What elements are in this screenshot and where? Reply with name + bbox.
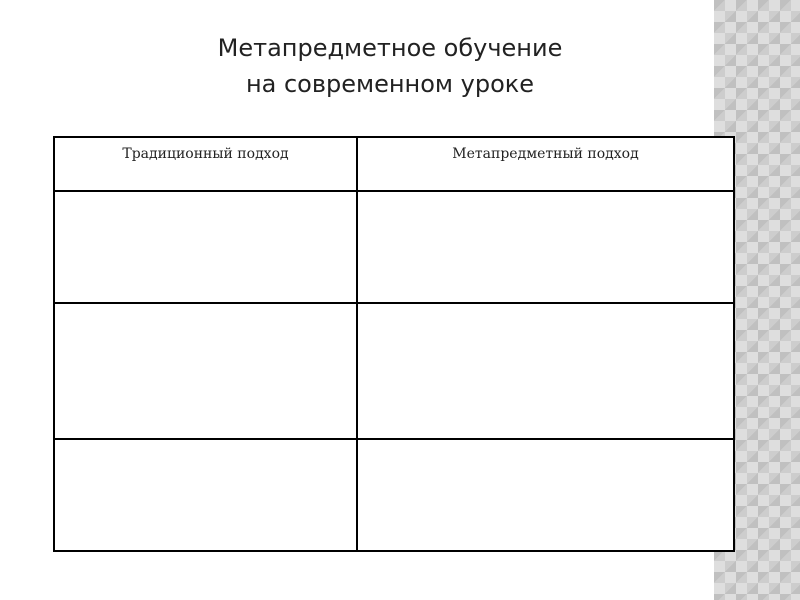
table-header-row [54,137,734,191]
table-cell [54,191,357,303]
table-cell [357,303,734,439]
table-cell [357,439,734,551]
header-metasubject-approach: Метапредметный подход [357,137,734,191]
table-cell [54,303,357,439]
table-row [54,191,734,303]
header-traditional-approach: Традиционный подход [54,137,357,191]
table-cell [54,439,357,551]
slide-title [0,30,780,102]
title-line-2: на современном уроке [245,70,535,98]
comparison-table [53,136,735,552]
table-cell [357,191,734,303]
table-row [54,303,734,439]
table-row [54,439,734,551]
title-line-1: Метапредметное обучение [217,34,563,62]
